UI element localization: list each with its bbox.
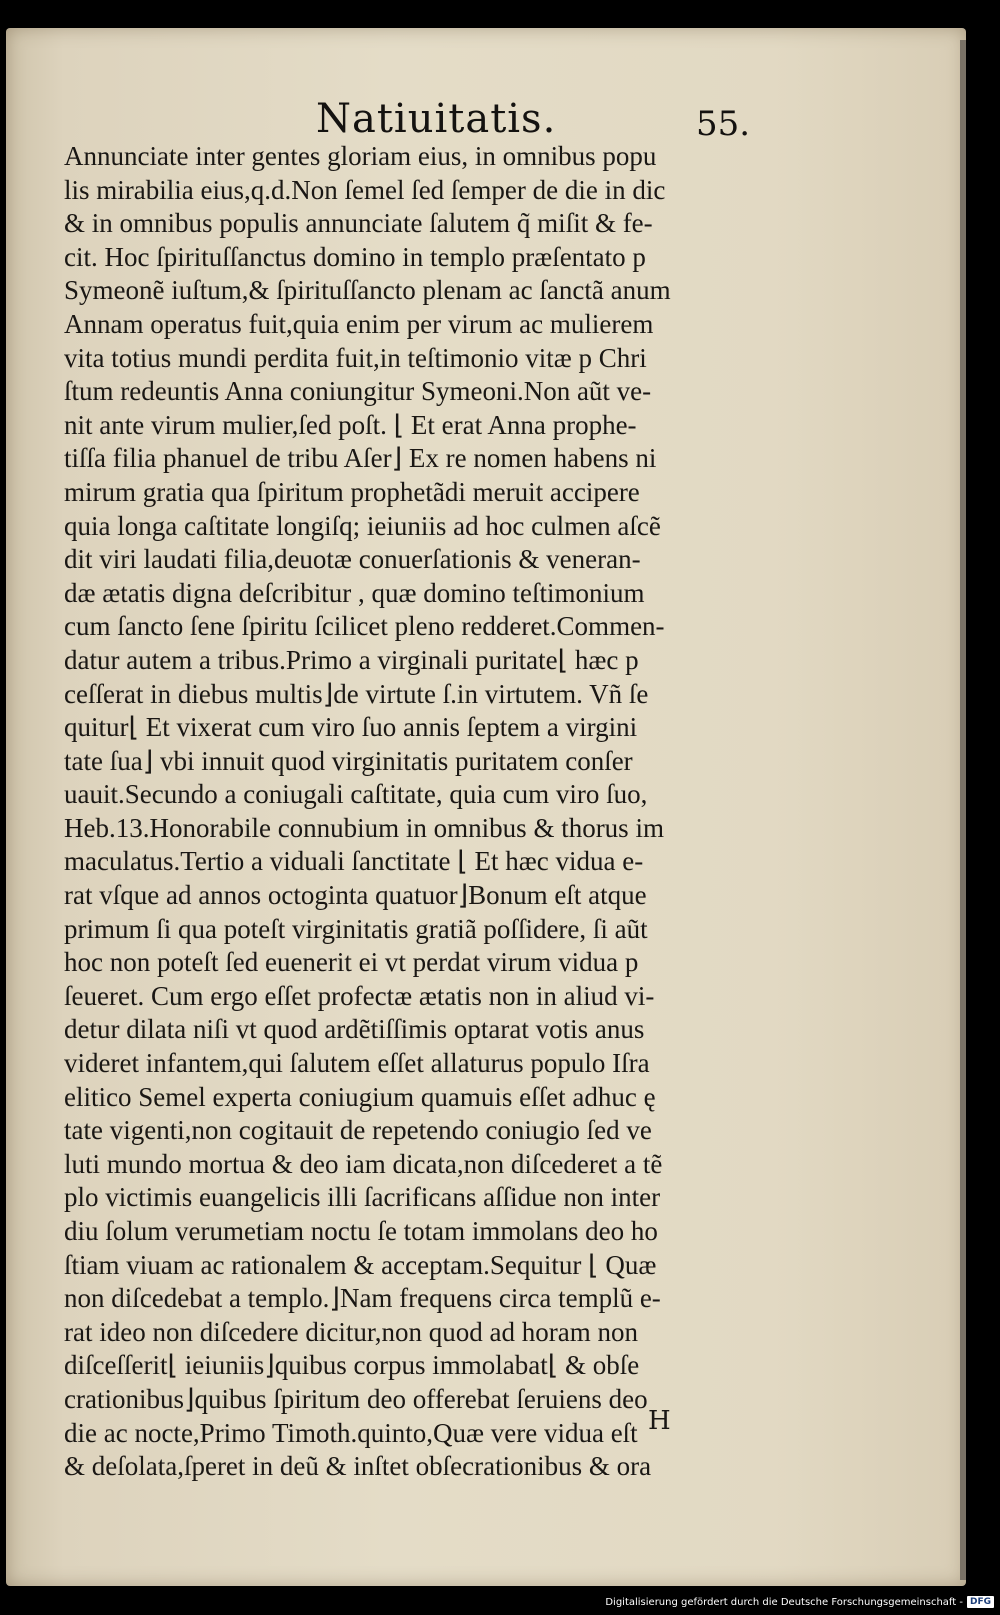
dfg-logo: DFG <box>967 1596 994 1608</box>
text-line: tate ſua⌋ vbi innuit quod virginitatis puritatem conſer <box>64 745 633 776</box>
signature-mark: H <box>648 1406 671 1436</box>
text-line: detur dilata niſi vt quod ardẽtiſſimis optarat votis anus <box>64 1014 645 1045</box>
digitization-footer <box>605 1591 994 1613</box>
text-line: ſeueret. Cum ergo eſſet profectæ ætatis non in aliud vi- <box>64 980 655 1011</box>
text-line: lis mirabilia eius,q.d.Non ſemel ſed ſemper de die in dic <box>64 174 666 205</box>
text-line: plo victimis euangelicis illi ſacrificans aſſidue non inter <box>64 1182 661 1213</box>
running-head: Natiuitatis. <box>316 96 557 142</box>
text-line: primum ſi qua poteſt virginitatis gratiã poſſidere, ſi aũt <box>64 913 648 944</box>
text-line: dæ ætatis digna deſcribitur , quæ domino teſtimonium <box>64 577 645 608</box>
text-line: ceſſerat in diebus multis⌋de virtute ſ.in virtutem. Vñ ſe <box>64 678 649 709</box>
text-line: cit. Hoc ſpirituſſanctus domino in templo præſentato p <box>64 241 646 272</box>
text-line: datur autem a tribus.Primo a virginali puritate⌊ hæc p <box>64 644 639 675</box>
text-line: dit viri laudati filia,deuotæ conuerſationis & veneran- <box>64 544 641 575</box>
text-line: maculatus.Tertio a viduali ſanctitate ⌊ Et hæc vidua e- <box>64 846 644 877</box>
page-number: 55. <box>696 104 751 144</box>
text-line: die ac nocte,Primo Timoth.quinto,Quæ vere vidua eſt <box>64 1417 638 1448</box>
text-line: luti mundo mortua & deo iam dicata,non diſcederet a tẽ <box>64 1148 663 1179</box>
text-line: uauit.Secundo a coniugali caſtitate, quia cum viro ſuo, <box>64 779 648 810</box>
page-edge-shadow <box>960 40 966 1580</box>
text-line: videret infantem,qui ſalutem eſſet allaturus populo Iſra <box>64 1048 650 1079</box>
text-line: Annunciate inter gentes gloriam eius, in omnibus popu <box>64 141 657 171</box>
text-line: diu ſolum verumetiam noctu ſe totam immolans deo ho <box>64 1216 658 1246</box>
book-page <box>6 28 966 1586</box>
text-line: hoc non poteſt ſed euenerit ei vt perdat virum vidua p <box>64 947 639 978</box>
text-line: vita totius mundi perdita fuit,in teſtimonio vitæ p Chri <box>64 342 647 373</box>
text-line: rat ideo non diſcedere dicitur,non quod ad horam non <box>64 1316 639 1347</box>
text-line: non diſcedebat a templo.⌋Nam frequens circa templũ e- <box>64 1283 661 1314</box>
text-line: tate vigenti,non cogitauit de repetendo coniugio ſed ve <box>64 1115 652 1146</box>
text-line: cum ſancto ſene ſpiritu ſcilicet pleno redderet.Commen- <box>64 611 665 642</box>
text-line: rat vſque ad annos octoginta quatuor⌋Bonum eſt atque <box>64 880 647 911</box>
text-line: Symeonẽ iuſtum,& ſpirituſſancto plenam ac ſanctã anum <box>64 275 671 306</box>
text-line: & deſolata,ſperet in deũ & inſtet obſecrationibus & ora <box>64 1451 652 1482</box>
text-line: mirum gratia qua ſpiritum prophetãdi meruit accipere <box>64 476 640 507</box>
funding-note: Digitalisierung gefördert durch die Deutsche Forschungsgemeinschaft - <box>605 1596 963 1608</box>
text-line: diſceſſerit⌊ ieiuniis⌋quibus corpus immolabat⌊ & obſe <box>64 1350 640 1381</box>
text-line: Annam operatus fuit,quia enim per virum ac mulierem <box>64 308 654 339</box>
text-line: quia longa caſtitate longiſq; ieiuniis ad hoc culmen aſcẽ <box>64 510 661 541</box>
text-line: Heb.13.Honorabile connubium in omnibus & thorus im <box>64 812 664 843</box>
text-line: elitico Semel experta coniugium quamuis eſſet adhuc ę <box>64 1081 656 1112</box>
text-line: ſtiam viuam ac rationalem & acceptam.Sequitur ⌊ Quæ <box>64 1249 657 1280</box>
text-line: tiſſa filia phanuel de tribu Aſer⌋ Ex re nomen habens ni <box>64 443 657 474</box>
text-line: crationibus⌋quibus ſpiritum deo offerebat ſeruiens deo <box>64 1383 648 1414</box>
text-line: & in omnibus populis annunciate ſalutem q̃ miſit & fe- <box>64 208 653 239</box>
text-block <box>64 140 764 1484</box>
text-line: ſtum redeuntis Anna coniungitur Symeoni.Non aũt ve- <box>64 376 652 407</box>
text-line: quitur⌊ Et vixerat cum viro ſuo annis ſeptem a virgini <box>64 712 638 743</box>
text-line: nit ante virum mulier,ſed poſt. ⌊ Et erat Anna prophe- <box>64 409 637 440</box>
